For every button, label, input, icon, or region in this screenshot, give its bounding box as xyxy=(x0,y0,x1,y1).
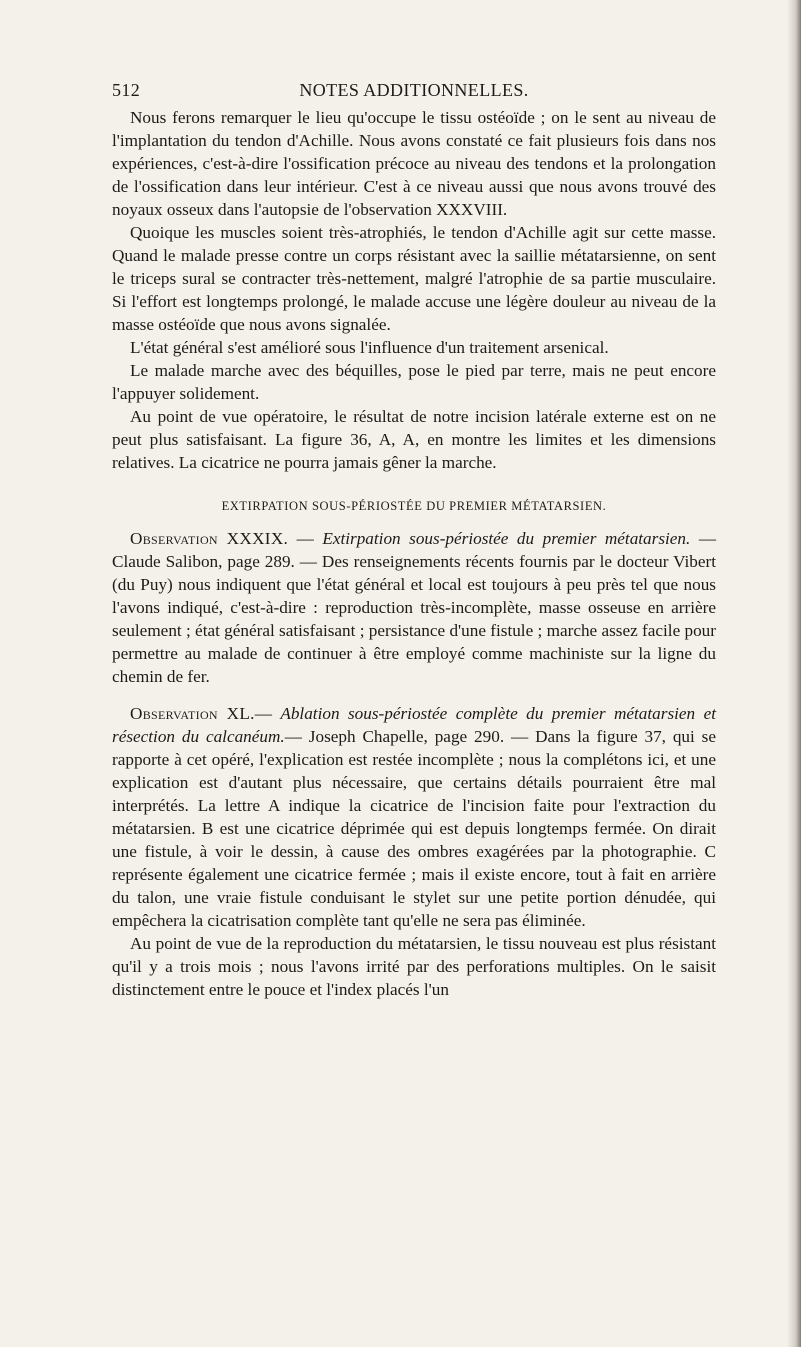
running-header xyxy=(112,80,716,106)
observation-body: Claude Salibon, page 289. — Des renseignements récents fournis par le docteur Vibert (du Puy) nous indiquent que l'état général et local est toujours à peu près tel que nous l'avons indiqué, c'est-à-dire : reproduction très-incomplète, masse osseuse en arrière seulement ; état général satisfaisant ; persistance d'une fistule ; marche assez facile pour permettre au malade de continuer à être employé comme machiniste sur la ligne du chemin de fer. xyxy=(112,552,716,686)
observation-title: Extirpation sous-périostée du premier métatarsien. xyxy=(322,529,691,548)
observation-dash: — xyxy=(690,529,717,548)
running-title: NOTES ADDITIONNELLES. xyxy=(299,80,529,100)
page-edge-shadow xyxy=(787,0,801,1347)
observation-dash: — xyxy=(288,529,323,548)
observation-label: Observation XXXIX. xyxy=(130,529,289,548)
paragraph-marche: Le malade marche avec des béquilles, pose le pied par terre, mais ne peut encore l'appuyer solidement. xyxy=(112,361,716,403)
observation-xxxix xyxy=(112,527,716,688)
observation-dash: — xyxy=(284,727,309,746)
observation-body: Joseph Chapelle, page 290. — Dans la figure 37, qui se rapporte à cet opéré, l'explication est restée incomplète ; nous la complétons ici, et une explication est d'autant plus nécessaire, que certains détails pourraient être mal interprétés. La lettre A indique la cicatrice de l'incision faite pour l'extraction du métatarsien. B est une cicatrice déprimée qui est depuis longtemps fermée. On dirait une fistule, à voir le dessin, à cause des ombres exagérées par la photographie. C représente également une cicatrice fermée ; mais il existe encore, tout à fait en arrière du talon, une vraie fistule conduisant le stylet sur une petite portion dénudée, qui empêchera la cicatrisation complète tant qu'elle ne sera pas éliminée. xyxy=(112,727,717,930)
paragraph-atrophie: Quoique les muscles soient très-atrophiés, le tendon d'Achille agit sur cette masse. Quand le malade presse contre un corps résistant avec la saillie métatarsienne, on sent le triceps sural se contracter très-nettement, malgré l'atrophie de sa partie musculaire. Si l'effort est longtemps prolongé, le malade accuse une légère douleur au niveau de la masse ostéoïde que nous avons signalée. xyxy=(112,223,716,334)
observation-dash: — xyxy=(254,704,281,723)
section-heading: EXTIRPATION SOUS-PÉRIOSTÉE DU PREMIER MÉTATARSIEN. xyxy=(221,499,607,513)
book-page xyxy=(112,80,716,1001)
paragraph-resultat-operatoire: Au point de vue opératoire, le résultat de notre incision latérale externe est on ne peut plus satisfaisant. La figure 36, A, A, en montre les limites et les dimensions relatives. La cicatrice ne pourra jamais gêner la marche. xyxy=(112,407,716,472)
observation-label: Observation XL. xyxy=(130,704,255,723)
observation-xl xyxy=(112,702,716,932)
main-text xyxy=(112,106,716,1001)
page-number: 512 xyxy=(112,80,141,100)
paragraph-reproduction: Au point de vue de la reproduction du métatarsien, le tissu nouveau est plus résistant qu'il y a trois mois ; nous l'avons irrité par des perforations multiples. On le saisit distinctement entre le pouce et l'index placés l'un xyxy=(112,934,716,999)
paragraph-etat-general: L'état général s'est amélioré sous l'influence d'un traitement arsenical. xyxy=(130,338,609,357)
observation-title: Ablation sous-périostée complète du premier métatarsien et résection du calcanéum. xyxy=(112,704,716,746)
paragraph-ostéoïde: Nous ferons remarquer le lieu qu'occupe le tissu ostéoïde ; on le sent au niveau de l'implantation du tendon d'Achille. Nous avons constaté ce fait plusieurs fois dans nos expériences, c'est-à-dire l'ossification précoce au niveau des tendons et la prolongation de l'ossification dans leur intérieur. C'est à ce niveau aussi que nous avons trouvé des noyaux osseux dans l'autopsie de l'observation XXXVIII. xyxy=(112,108,716,219)
